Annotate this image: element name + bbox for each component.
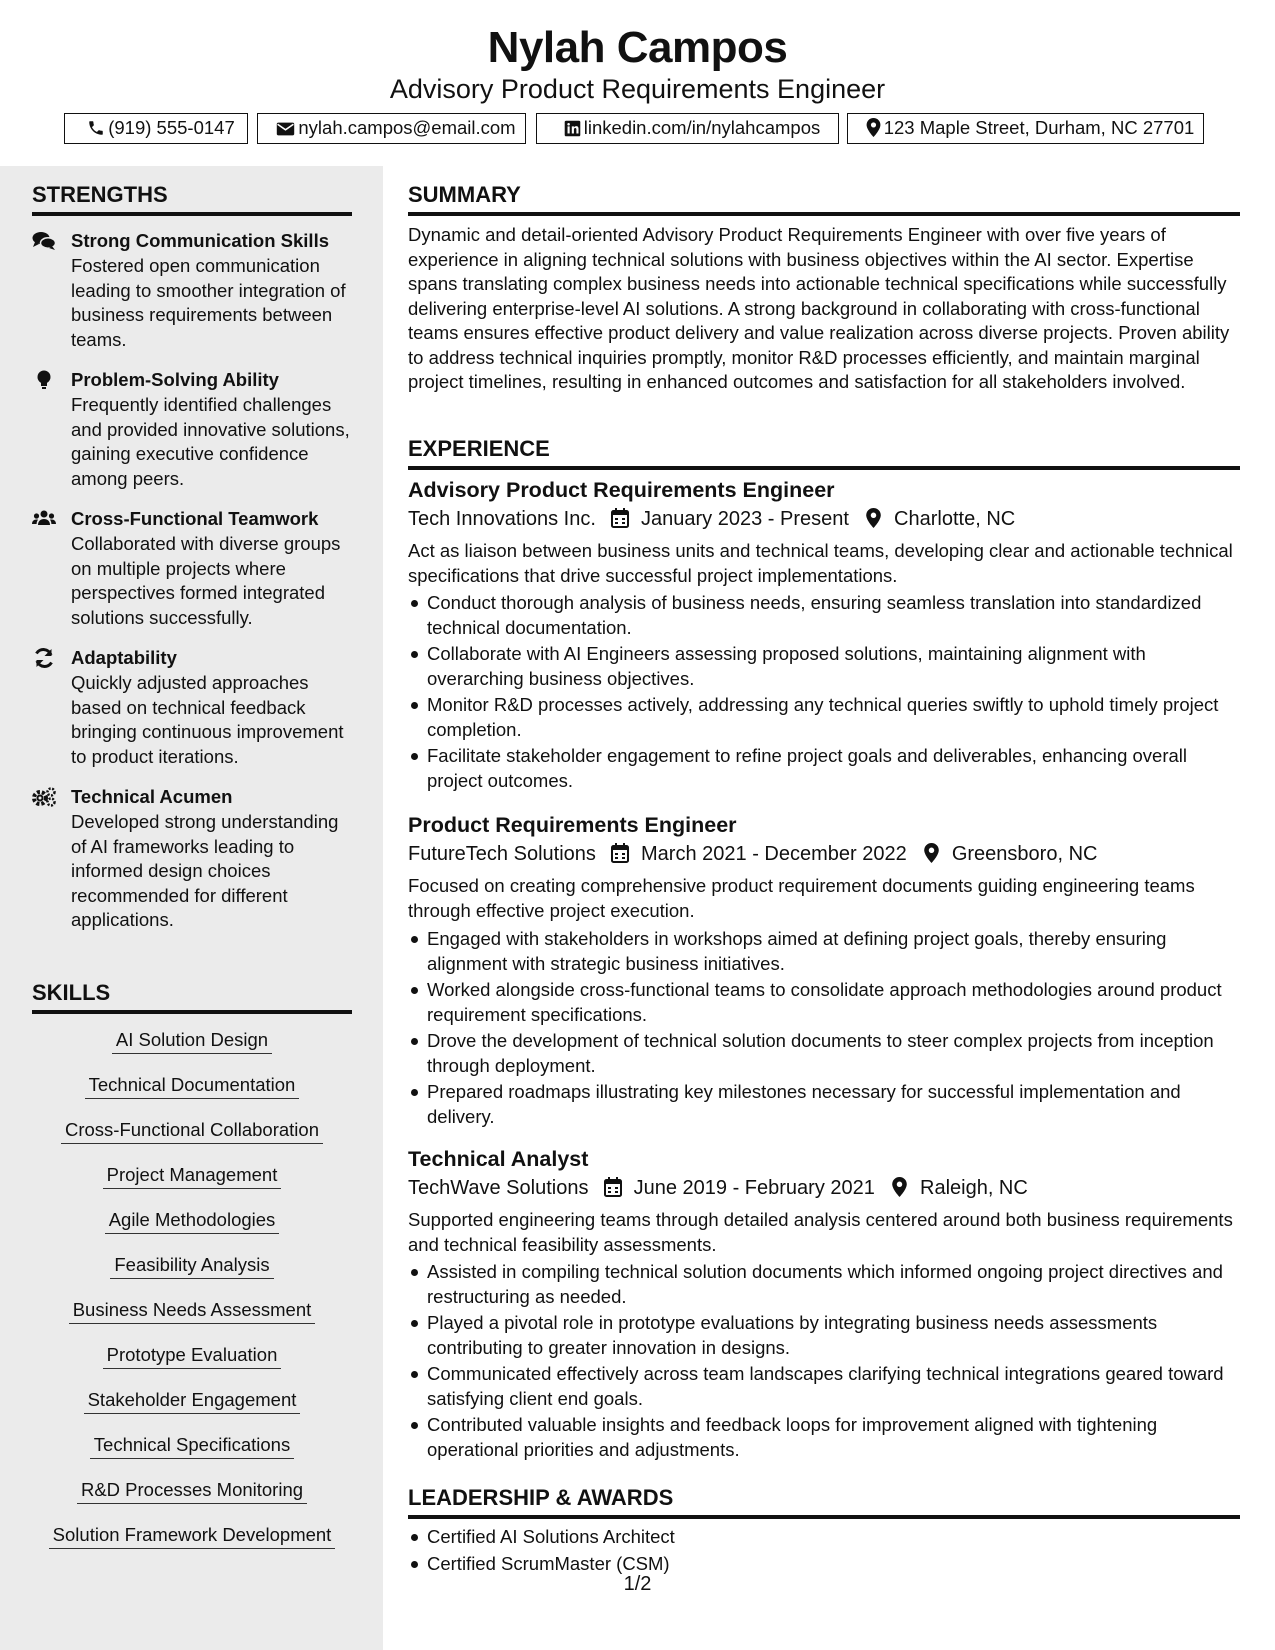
job-entry bbox=[408, 1145, 1240, 1465]
strength-desc: Frequently identified challenges and provided innovative solutions, gaining executive confidence among peers. bbox=[71, 394, 350, 489]
skill-tag: Technical Specifications bbox=[90, 1432, 294, 1459]
awards-title: LEADERSHIP & AWARDS bbox=[408, 1485, 674, 1510]
experience-title: EXPERIENCE bbox=[408, 436, 550, 461]
awards-divider bbox=[408, 1515, 1240, 1519]
contact-bar bbox=[0, 113, 1275, 144]
skill-tag: Cross-Functional Collaboration bbox=[61, 1117, 323, 1144]
job-bullet: Prepared roadmaps illustrating key milestones necessary for successful implementation and delivery. bbox=[408, 1080, 1240, 1129]
skill-tag: R&D Processes Monitoring bbox=[77, 1477, 307, 1504]
strength-title: Adaptability bbox=[71, 647, 177, 668]
job-dates: June 2019 - February 2021 bbox=[633, 1177, 875, 1199]
skills-title: SKILLS bbox=[32, 980, 111, 1005]
job-meta bbox=[408, 1174, 1240, 1202]
job-location: Charlotte, NC bbox=[894, 508, 1016, 530]
calendar-icon bbox=[604, 1177, 622, 1197]
skill-tag: AI Solution Design bbox=[112, 1027, 272, 1054]
envelope-icon bbox=[276, 121, 295, 137]
job-entry bbox=[408, 811, 1240, 1131]
summary-title: SUMMARY bbox=[408, 182, 521, 207]
job-title: Advisory Product Requirements Engineer bbox=[408, 478, 835, 502]
strength-desc: Collaborated with diverse groups on multiple projects where perspectives formed integrated solutions successfully. bbox=[71, 533, 341, 628]
address-text: 123 Maple Street, Durham, NC 27701 bbox=[883, 117, 1195, 138]
job-description: Act as liaison between business units and technical teams, developing clear and actionable technical specifications that drive successful project implementations. bbox=[408, 540, 1233, 586]
candidate-name: Nylah Campos bbox=[487, 23, 788, 72]
linkedin-text: linkedin.com/in/nylahcampos bbox=[583, 117, 821, 138]
strength-desc: Developed strong understanding of AI frameworks leading to informed design choices recommended for different applications. bbox=[71, 811, 339, 930]
job-dates: January 2023 - Present bbox=[641, 508, 849, 530]
job-entry bbox=[408, 476, 1240, 796]
strength-desc: Quickly adjusted approaches based on technical feedback bringing continuous improvement to product iterations. bbox=[71, 672, 344, 767]
job-title: Technical Analyst bbox=[408, 1147, 589, 1171]
award-item: Certified ScrumMaster (CSM) bbox=[408, 1552, 1240, 1577]
location-icon bbox=[892, 1177, 907, 1197]
strengths-list bbox=[32, 229, 352, 949]
lightbulb-icon bbox=[32, 370, 56, 390]
summary-section bbox=[408, 181, 1240, 395]
award-item: Certified AI Solutions Architect bbox=[408, 1525, 1240, 1550]
job-bullet: Facilitate stakeholder engagement to refine project goals and deliverables, enhancing overall project outcomes. bbox=[408, 744, 1240, 793]
sync-icon bbox=[32, 648, 56, 668]
strength-title: Strong Communication Skills bbox=[71, 230, 329, 251]
job-company: TechWave Solutions bbox=[408, 1177, 589, 1199]
job-bullet: Collaborate with AI Engineers assessing proposed solutions, maintaining alignment with overarching business objectives. bbox=[408, 642, 1240, 691]
job-location: Raleigh, NC bbox=[920, 1177, 1028, 1199]
contact-phone[interactable] bbox=[64, 113, 248, 144]
awards-section bbox=[408, 1484, 1240, 1519]
location-icon bbox=[866, 508, 881, 528]
job-dates: March 2021 - December 2022 bbox=[641, 843, 907, 865]
email-text: nylah.campos@email.com bbox=[298, 117, 516, 138]
location-icon bbox=[924, 843, 939, 863]
job-location: Greensboro, NC bbox=[951, 843, 1098, 865]
summary-divider bbox=[408, 212, 1240, 216]
skill-tag: Solution Framework Development bbox=[49, 1522, 336, 1549]
comments-icon bbox=[32, 231, 56, 251]
job-bullet: Contributed valuable insights and feedback loops for improvement aligned with tightening operational priorities and adjustments. bbox=[408, 1413, 1240, 1462]
candidate-role: Advisory Product Requirements Engineer bbox=[389, 74, 886, 104]
strength-title: Cross-Functional Teamwork bbox=[71, 508, 319, 529]
skill-tag: Feasibility Analysis bbox=[110, 1252, 273, 1279]
job-bullet: Communicated effectively across team landscapes clarifying technical integrations geared toward satisfying client end goals. bbox=[408, 1362, 1240, 1411]
skill-tag: Technical Documentation bbox=[85, 1072, 300, 1099]
contact-email[interactable] bbox=[257, 113, 526, 144]
job-meta bbox=[408, 840, 1240, 868]
job-bullet: Engaged with stakeholders in workshops aimed at defining project goals, thereby ensuring alignment with strategic business initiatives. bbox=[408, 927, 1240, 976]
skill-tag: Project Management bbox=[103, 1162, 282, 1189]
users-icon bbox=[32, 509, 56, 529]
phone-icon bbox=[87, 119, 105, 137]
job-bullet: Played a pivotal role in prototype evaluations by integrating business needs assessments contributing to greater innovation in designs. bbox=[408, 1311, 1240, 1360]
job-bullet: Monitor R&D processes actively, addressing any technical queries swiftly to uphold timely project completion. bbox=[408, 693, 1240, 742]
skills-section bbox=[32, 979, 352, 1014]
strength-desc: Fostered open communication leading to smoother integration of business requirements between teams. bbox=[71, 255, 346, 350]
experience-divider bbox=[408, 466, 1240, 470]
contact-linkedin[interactable] bbox=[536, 113, 839, 144]
job-bullet: Worked alongside cross-functional teams to consolidate approach methodologies around product requirement specifications. bbox=[408, 978, 1240, 1027]
skill-tag: Business Needs Assessment bbox=[69, 1297, 316, 1324]
skills-list bbox=[32, 1027, 352, 1557]
calendar-icon bbox=[611, 508, 629, 528]
job-description: Supported engineering teams through detailed analysis centered around both business requirements and technical feasibility assessments. bbox=[408, 1209, 1233, 1255]
strength-title: Technical Acumen bbox=[71, 786, 233, 807]
job-company: FutureTech Solutions bbox=[408, 843, 596, 865]
job-title: Product Requirements Engineer bbox=[408, 813, 737, 837]
gears-icon bbox=[32, 787, 56, 807]
strengths-divider bbox=[32, 212, 352, 216]
experience-section bbox=[408, 435, 1240, 470]
summary-text: Dynamic and detail-oriented Advisory Product Requirements Engineer with over five years of experience in aligning technical solutions with business objectives within the AI sector. Expertise spans translating complex business needs into actionable technical specifications while successfully delivering enterprise-level AI solutions. A strong background in collaborating with cross-functional teams ensures effective product delivery and value realization across diverse projects. Proven ability to address technical inquiries promptly, monitor R&D processes efficiently, and maintain marginal project timelines, resulting in enhanced outcomes and satisfaction for all stakeholders involved. bbox=[408, 224, 1230, 392]
job-company: Tech Innovations Inc. bbox=[408, 508, 596, 530]
job-bullet: Drove the development of technical solution documents to steer complex projects from inception through deployment. bbox=[408, 1029, 1240, 1078]
job-bullet: Assisted in compiling technical solution documents which informed ongoing project directives and restructuring as needed. bbox=[408, 1260, 1240, 1309]
skill-tag: Agile Methodologies bbox=[105, 1207, 280, 1234]
skill-tag: Prototype Evaluation bbox=[103, 1342, 282, 1369]
phone-text: (919) 555-0147 bbox=[108, 117, 235, 138]
resume-header bbox=[0, 0, 1275, 166]
strengths-section bbox=[32, 181, 352, 216]
skill-tag: Stakeholder Engagement bbox=[84, 1387, 301, 1414]
skills-divider bbox=[32, 1010, 352, 1014]
calendar-icon bbox=[611, 843, 629, 863]
strengths-title: STRENGTHS bbox=[32, 182, 168, 207]
job-meta bbox=[408, 505, 1240, 533]
linkedin-icon bbox=[564, 120, 581, 137]
strength-title: Problem-Solving Ability bbox=[71, 369, 279, 390]
contact-address bbox=[847, 113, 1204, 144]
location-icon bbox=[866, 118, 881, 137]
job-description: Focused on creating comprehensive product requirement documents guiding engineering teams through effective project execution. bbox=[408, 875, 1195, 921]
job-bullet: Conduct thorough analysis of business needs, ensuring seamless translation into standardized technical documentation. bbox=[408, 591, 1240, 640]
page-number: 1/2 bbox=[623, 1573, 652, 1595]
